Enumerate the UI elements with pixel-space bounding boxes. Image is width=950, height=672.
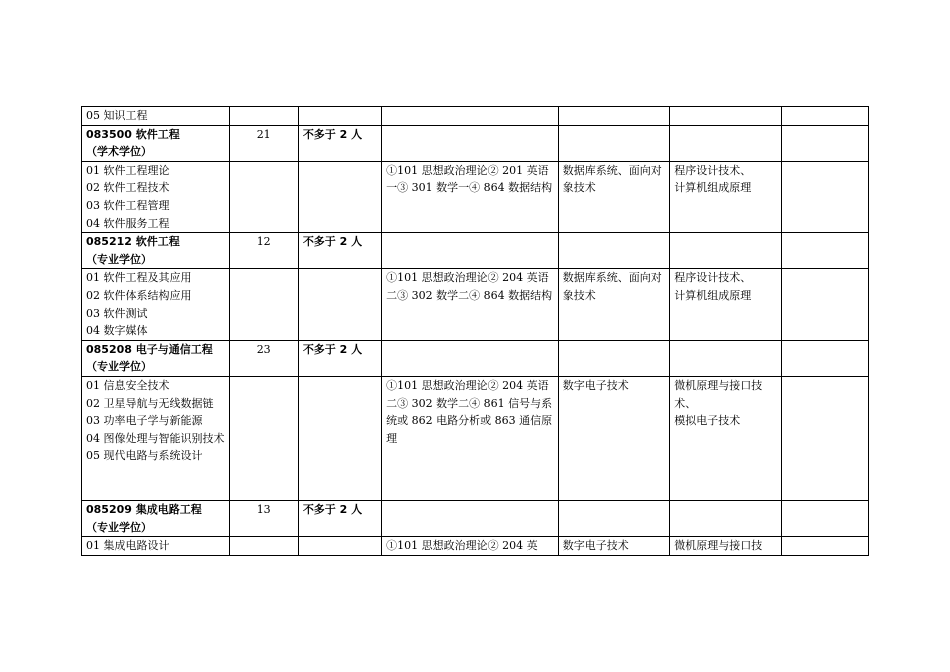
extra-subjects-cell: 微机原理与接口技术、 模拟电子技术 (670, 376, 781, 500)
extra-subjects-cell (670, 107, 781, 126)
remark-cell (781, 269, 868, 340)
enroll-count-cell (229, 161, 298, 232)
retest-subjects-cell (558, 125, 669, 161)
extra-subjects-cell (670, 233, 781, 269)
exam-subjects-cell (382, 500, 559, 536)
major-cell: 01 信息安全技术 02 卫星导航与无线数据链 03 功率电子学与新能源 04 图像处理与智能识别技术 05 现代电路与系统设计 (82, 376, 230, 500)
exempt-quota-cell: 不多于 2 人 (298, 340, 381, 376)
retest-subjects-cell (558, 107, 669, 126)
table-row (82, 107, 869, 126)
major-cell: 05 知识工程 (82, 107, 230, 126)
exempt-quota-cell (298, 537, 381, 556)
exam-subjects-cell (382, 233, 559, 269)
retest-subjects-cell: 数字电子技术 (558, 537, 669, 556)
exempt-quota-cell (298, 376, 381, 500)
enroll-count-cell (229, 376, 298, 500)
major-title-cell: 083500 软件工程 （学术学位） (82, 125, 230, 161)
major-title-cell: 085208 电子与通信工程 （专业学位） (82, 340, 230, 376)
exam-subjects-cell: ①101 思想政治理论② 204 英语二③ 302 数学二④ 864 数据结构 (382, 269, 559, 340)
exam-subjects-cell: ①101 思想政治理论② 201 英语一③ 301 数学一④ 864 数据结构 (382, 161, 559, 232)
exam-subjects-cell: ①101 思想政治理论② 204 英语二③ 302 数学二④ 861 信号与系统或 862 电路分析或 863 通信原理 (382, 376, 559, 500)
major-cell: 01 软件工程理论 02 软件工程技术 03 软件工程管理 04 软件服务工程 (82, 161, 230, 232)
exam-subjects-cell (382, 340, 559, 376)
major-title-cell: 085209 集成电路工程 （专业学位） (82, 500, 230, 536)
enroll-count-cell: 13 (229, 500, 298, 536)
enroll-count-cell (229, 537, 298, 556)
table-row (82, 125, 869, 161)
major-cell: 01 软件工程及其应用 02 软件体系结构应用 03 软件测试 04 数字媒体 (82, 269, 230, 340)
exam-subjects-cell (382, 125, 559, 161)
major-title-cell: 085212 软件工程 （专业学位） (82, 233, 230, 269)
remark-cell (781, 161, 868, 232)
table-row (82, 537, 869, 556)
extra-subjects-cell (670, 340, 781, 376)
extra-subjects-cell: 程序设计技术、 计算机组成原理 (670, 269, 781, 340)
retest-subjects-cell: 数据库系统、面向对象技术 (558, 269, 669, 340)
remark-cell (781, 376, 868, 500)
enroll-count-cell (229, 107, 298, 126)
exempt-quota-cell (298, 107, 381, 126)
extra-subjects-cell: 微机原理与接口技 (670, 537, 781, 556)
enroll-count-cell: 23 (229, 340, 298, 376)
remark-cell (781, 107, 868, 126)
remark-cell (781, 125, 868, 161)
remark-cell (781, 537, 868, 556)
retest-subjects-cell (558, 340, 669, 376)
extra-subjects-cell (670, 500, 781, 536)
extra-subjects-cell (670, 125, 781, 161)
exam-subjects-cell: ①101 思想政治理论② 204 英 (382, 537, 559, 556)
exempt-quota-cell (298, 161, 381, 232)
enroll-count-cell (229, 269, 298, 340)
retest-subjects-cell (558, 233, 669, 269)
enroll-count-cell: 12 (229, 233, 298, 269)
exempt-quota-cell (298, 269, 381, 340)
retest-subjects-cell (558, 500, 669, 536)
remark-cell (781, 233, 868, 269)
enrollment-table (81, 106, 869, 556)
exempt-quota-cell: 不多于 2 人 (298, 125, 381, 161)
exempt-quota-cell: 不多于 2 人 (298, 500, 381, 536)
remark-cell (781, 340, 868, 376)
extra-subjects-cell: 程序设计技术、 计算机组成原理 (670, 161, 781, 232)
table-row (82, 269, 869, 340)
table-row (82, 376, 869, 500)
table-row (82, 340, 869, 376)
table-row (82, 161, 869, 232)
major-cell: 01 集成电路设计 (82, 537, 230, 556)
table-row (82, 233, 869, 269)
retest-subjects-cell: 数据库系统、面向对象技术 (558, 161, 669, 232)
remark-cell (781, 500, 868, 536)
table-row (82, 500, 869, 536)
retest-subjects-cell: 数字电子技术 (558, 376, 669, 500)
exempt-quota-cell: 不多于 2 人 (298, 233, 381, 269)
enroll-count-cell: 21 (229, 125, 298, 161)
exam-subjects-cell (382, 107, 559, 126)
